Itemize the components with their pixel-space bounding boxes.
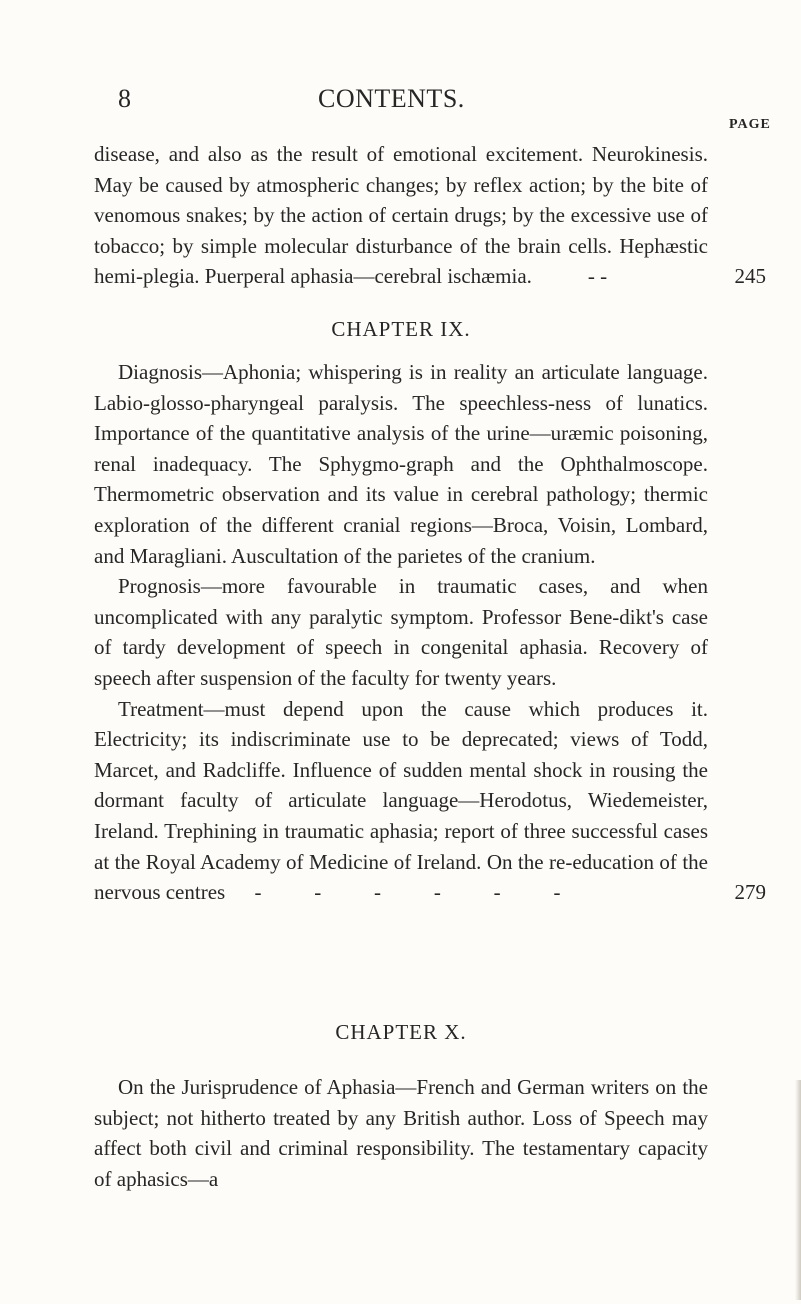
chapter-heading: CHAPTER IX. (331, 317, 471, 341)
treatment-text: Treatment—must depend upon the cause which produces it. Electricity; its indiscriminate use to be deprecated; views of Todd, Marcet, and Radcliffe. Influence of sudden mental shock in rousing the dormant faculty of articulate language—Herodotus, Wiedemeister, Ireland. Trephining in traumatic aphasia; report of three successful cases at the Royal Academy of Medicine of Ireland. On the re-education of the nervous centres (94, 696, 708, 905)
entry-text (94, 139, 766, 292)
running-head (118, 84, 678, 118)
leader-dots: - - (587, 264, 608, 289)
chapter-ix-summary (94, 357, 766, 908)
page-column-label: PAGE (729, 117, 771, 132)
page-reference: 245 (734, 264, 766, 289)
page-edge-shadow (795, 1080, 801, 1300)
page-number: 8 (118, 84, 132, 113)
jurisprudence-paragraph: On the Jurisprudence of Aphasia—French and German writers on the subject; not hitherto treated by any British author. Loss of Speech may affect both civil and criminal responsibility. The testamentary capacity of aphasics—a (94, 1075, 708, 1191)
page-reference: 279 (734, 880, 766, 905)
chapter-x-summary (94, 1072, 708, 1194)
diagnosis-paragraph: Diagnosis—Aphonia; whispering is in reality an articulate language. Labio-glosso-pharyngeal paralysis. The speechless-ness of lunatics. Importance of the quantitative analysis of the urine—uræmic poisoning, renal inadequacy. The Sphygmo-graph and the Ophthalmoscope. Thermometric observation and its value in cerebral pathology; thermic exploration of the different cranial regions—Broca, Voisin, Lombard, and Maragliani. Auscultation of the parietes of the cranium. (94, 360, 708, 568)
treatment-paragraph (94, 694, 766, 908)
running-title: CONTENTS. (318, 84, 465, 113)
prognosis-paragraph: Prognosis—more favourable in traumatic cases, and when uncomplicated with any paralytic symptom. Professor Bene-dikt's case of tardy development of speech in congenital aphasia. Recovery of speech after suspension of the faculty for twenty years. (94, 574, 708, 690)
entry-body: disease, and also as the result of emotional excitement. Neurokinesis. May be caused by atmospheric changes; by reflex action; by the bite of venomous snakes; by the action of certain drugs; by the excessive use of tobacco; by simple molecular disturbance of the brain cells. Hephæstic hemi-plegia. Puerperal aphasia—cerebral ischæmia. (94, 142, 708, 289)
leader-dots: - - - - - - (254, 880, 561, 905)
contents-entry-continuation (94, 139, 766, 292)
chapter-heading: CHAPTER X. (335, 1020, 467, 1044)
